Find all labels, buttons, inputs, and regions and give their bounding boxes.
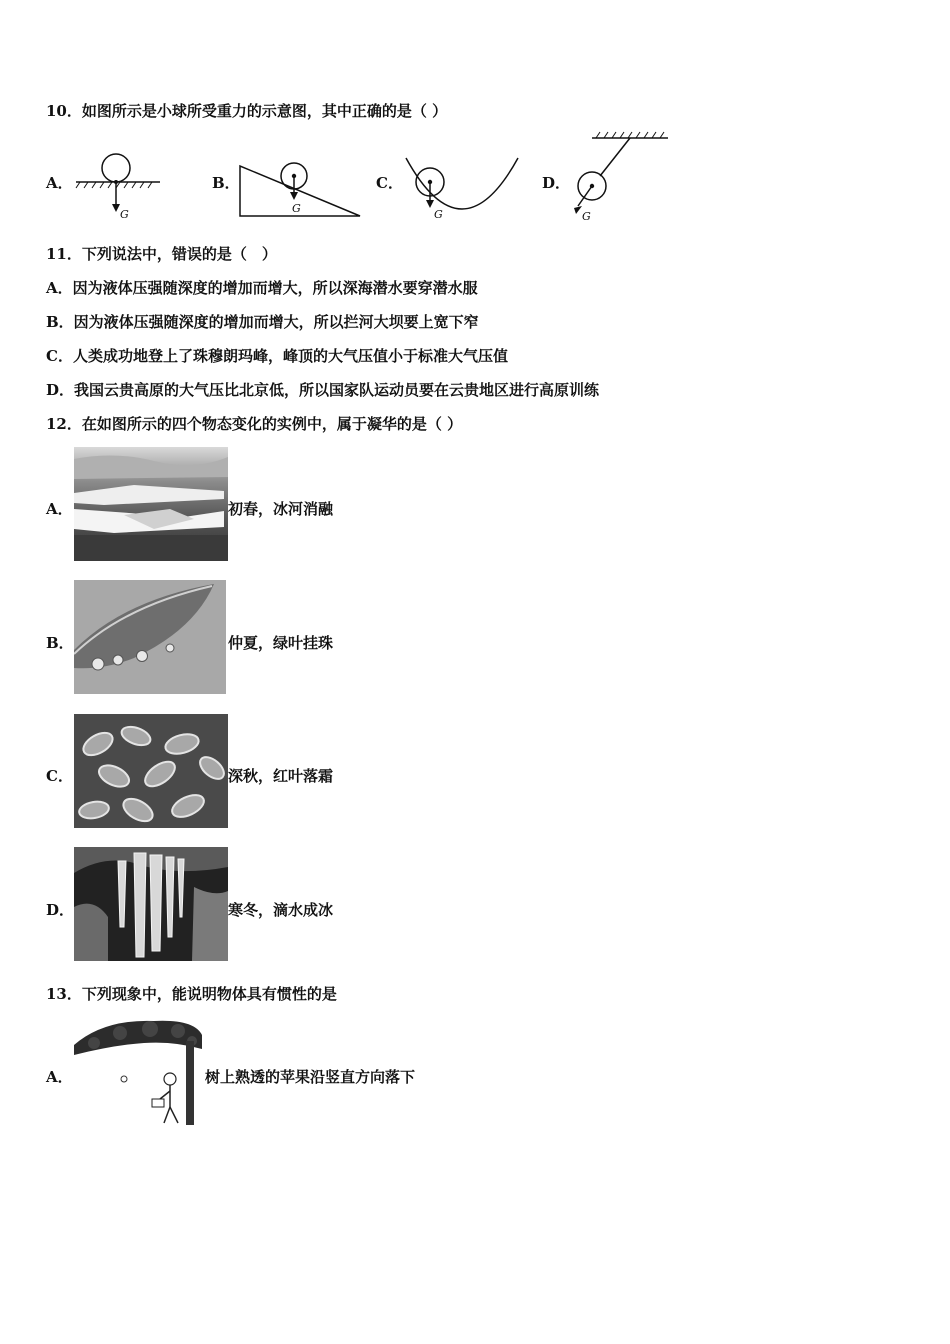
q11-option-d: D．我国云贵高原的大气压比北京低，所以国家队运动员要在云贵地区进行高原训练 <box>46 381 600 399</box>
q12-option-c-label: C． <box>46 767 73 785</box>
ice-river-photo <box>74 447 228 561</box>
q13-option-a-label: A． <box>46 1068 73 1086</box>
frost-leaves-photo <box>74 714 228 828</box>
q10-figure-d <box>568 130 672 222</box>
q12-option-b-caption: 仲夏，绿叶挂珠 <box>228 634 334 652</box>
apple-tree-drawing <box>74 1015 202 1125</box>
leaf-dew-photo <box>74 580 226 694</box>
q12-option-d-label: D． <box>46 901 75 919</box>
icicles-photo <box>74 847 228 961</box>
q12-option-c-caption: 深秋，红叶落霜 <box>228 767 334 785</box>
q12-option-b-label: B． <box>46 634 74 652</box>
q11-option-c: C．人类成功地登上了珠穆朗玛峰，峰顶的大气压值小于标准大气压值 <box>46 347 508 365</box>
q11-option-a: A．因为液体压强随深度的增加而增大，所以深海潜水要穿潜水服 <box>46 279 478 297</box>
q10-figure-a <box>72 148 164 222</box>
q12-stem: 12．在如图所示的四个物态变化的实例中，属于凝华的是（ ） <box>46 415 463 433</box>
q10-c-force-label: G <box>434 208 443 221</box>
q10-d-force-label: G <box>582 210 591 223</box>
q10-option-d-label: D． <box>542 174 571 192</box>
q10-figure-b <box>236 152 366 220</box>
q10-b-force-label: G <box>292 202 301 215</box>
q10-option-c-label: C． <box>376 174 403 192</box>
q10-stem: 10．如图所示是小球所受重力的示意图，其中正确的是（ ） <box>46 102 448 120</box>
q11-stem: 11．下列说法中，错误的是（ ） <box>46 245 277 263</box>
q10-a-force-label: G <box>120 208 129 221</box>
q13-option-a-caption: 树上熟透的苹果沿竖直方向落下 <box>205 1068 416 1086</box>
q13-stem: 13．下列现象中，能说明物体具有惯性的是 <box>46 985 337 1003</box>
q12-option-a-caption: 初春，冰河消融 <box>228 500 334 518</box>
q12-option-d-caption: 寒冬，滴水成冰 <box>228 901 334 919</box>
q11-option-b: B．因为液体压强随深度的增加而增大，所以拦河大坝要上宽下窄 <box>46 313 479 331</box>
q10-option-b-label: B． <box>212 174 240 192</box>
q10-option-a-label: A． <box>46 174 73 192</box>
q12-option-a-label: A． <box>46 500 73 518</box>
q10-figure-c <box>402 150 522 222</box>
